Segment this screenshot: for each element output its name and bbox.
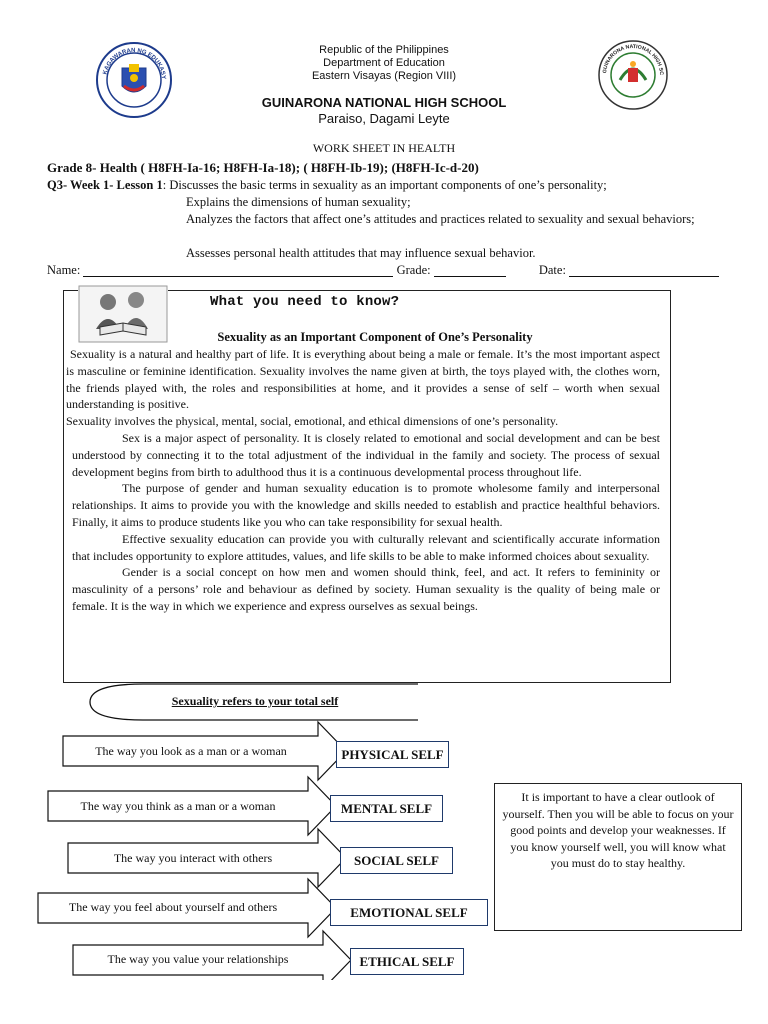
- paragraph-5: Effective sexuality education can provide you with culturally relevant and scientifically accurate information that includes opportunity to explore attitudes, values, and life skills to be able to make informed choices about sexuality.: [72, 531, 660, 563]
- objective-1: : Discusses the basic terms in sexuality as an important components of one’s personality;: [162, 178, 607, 192]
- objective-2: Explains the dimensions of human sexuality;: [186, 195, 411, 209]
- arrow-label-physical: The way you look as a man or a woman: [95, 744, 287, 758]
- arrow-label-ethical: The way you value your relationships: [107, 952, 289, 966]
- lesson-line: [47, 178, 607, 193]
- paragraph-3: Sex is a major aspect of personality. It is closely related to emotional and social development and can be best understood by connecting it to the total adjustment of the individual in the family and society. The process of sexual development begins from birth to adulthood thus it is a continuous developmental process throughout life.: [72, 430, 660, 479]
- side-note-text: It is important to have a clear outlook of yourself. Then you will be able to focus on your good points and develop your weaknesses. If you know yourself well, you will know what you must do to stay healthy.: [502, 790, 734, 870]
- header-line-2: Department of Education: [323, 57, 445, 69]
- physical-self-box: PHYSICAL SELF: [336, 741, 449, 768]
- header-line-3: Eastern Visayas (Region VIII): [311, 70, 457, 82]
- objective-4: Assesses personal health attitudes that may influence sexual behavior.: [186, 246, 536, 260]
- school-name: GUINARONA NATIONAL HIGH SCHOOL: [261, 95, 507, 110]
- banner-text: Sexuality refers to your total self: [171, 694, 339, 708]
- paragraph-1: Sexuality is a natural and healthy part of life. It is everything about being a male or female. It’s the most important aspect is masculine or feminine identification. Sexuality involves the name given at birth, the toys played with, the clothes worn, the friends played with, the roles and responsibilities at home, and it provides a sense of self – worth when sexual understanding is positive.: [66, 347, 660, 412]
- svg-text:KAGAWARAN NG EDUKASYON: KAGAWARAN NG EDUKASY: [102, 47, 167, 80]
- lesson-label: Q3- Week 1- Lesson 1: [47, 178, 163, 192]
- students-reading-icon: [78, 285, 168, 343]
- ethical-self-box: ETHICAL SELF: [350, 948, 464, 975]
- student-info-row: [47, 262, 727, 277]
- section-heading: What you need to know?: [210, 294, 400, 310]
- name-field[interactable]: [83, 262, 393, 277]
- grade-field[interactable]: [434, 262, 506, 277]
- grade-label: Grade:: [396, 263, 431, 277]
- header-line-1: Republic of the Philippines: [319, 44, 449, 56]
- mental-self-box: MENTAL SELF: [330, 795, 443, 822]
- school-logo: [598, 40, 668, 110]
- arrow-label-social: The way you interact with others: [113, 851, 273, 865]
- date-field[interactable]: [569, 262, 719, 277]
- paragraph-4: The purpose of gender and human sexuality education is to promote wholesome family and interpersonal relationships. It aims to provide you with the knowledge and skills needed to establish and practice healthful behaviors. Finally, it aims to produce students like you who can take responsibility for sexual health.: [72, 481, 660, 529]
- name-label: Name:: [47, 263, 81, 277]
- section-subtitle: Sexuality as an Important Component of One’s Personality: [217, 330, 533, 344]
- svg-text:GUINARONA NATIONAL HIGH SCHOOL: GUINARONA NATIONAL HIGH SC: [602, 43, 665, 76]
- objective-3: Analyzes the factors that affect one’s attitudes and practices related to sexuality and sexual behaviors;: [186, 212, 695, 226]
- date-label: Date:: [538, 263, 566, 277]
- grade-codes: Grade 8- Health ( H8FH-Ia-16; H8FH-Ia-18); ( H8FH-Ib-19); (H8FH-Ic-d-20): [47, 160, 479, 175]
- paragraph-2: Sexuality involves the physical, mental, social, emotional, and ethical dimensions of one’s personality.: [66, 414, 559, 429]
- arrow-label-emotional: The way you feel about yourself and others: [68, 900, 278, 914]
- emotional-self-box: EMOTIONAL SELF: [330, 899, 488, 926]
- arrow-label-mental: The way you think as a man or a woman: [80, 799, 276, 813]
- school-address: Paraiso, Dagami Leyte: [318, 111, 450, 126]
- body-text: [66, 346, 660, 615]
- paragraph-6: Gender is a social concept on how men and women should think, feel, and act. It refers to femininity or masculinity of a persons’ role and behaviour as defined by society. Human sexuality is the quality of being male or female. It is the way in which we experience and express ourselves as sexual beings.: [72, 565, 660, 613]
- worksheet-title: WORK SHEET IN HEALTH: [312, 141, 456, 155]
- social-self-box: SOCIAL SELF: [340, 847, 453, 874]
